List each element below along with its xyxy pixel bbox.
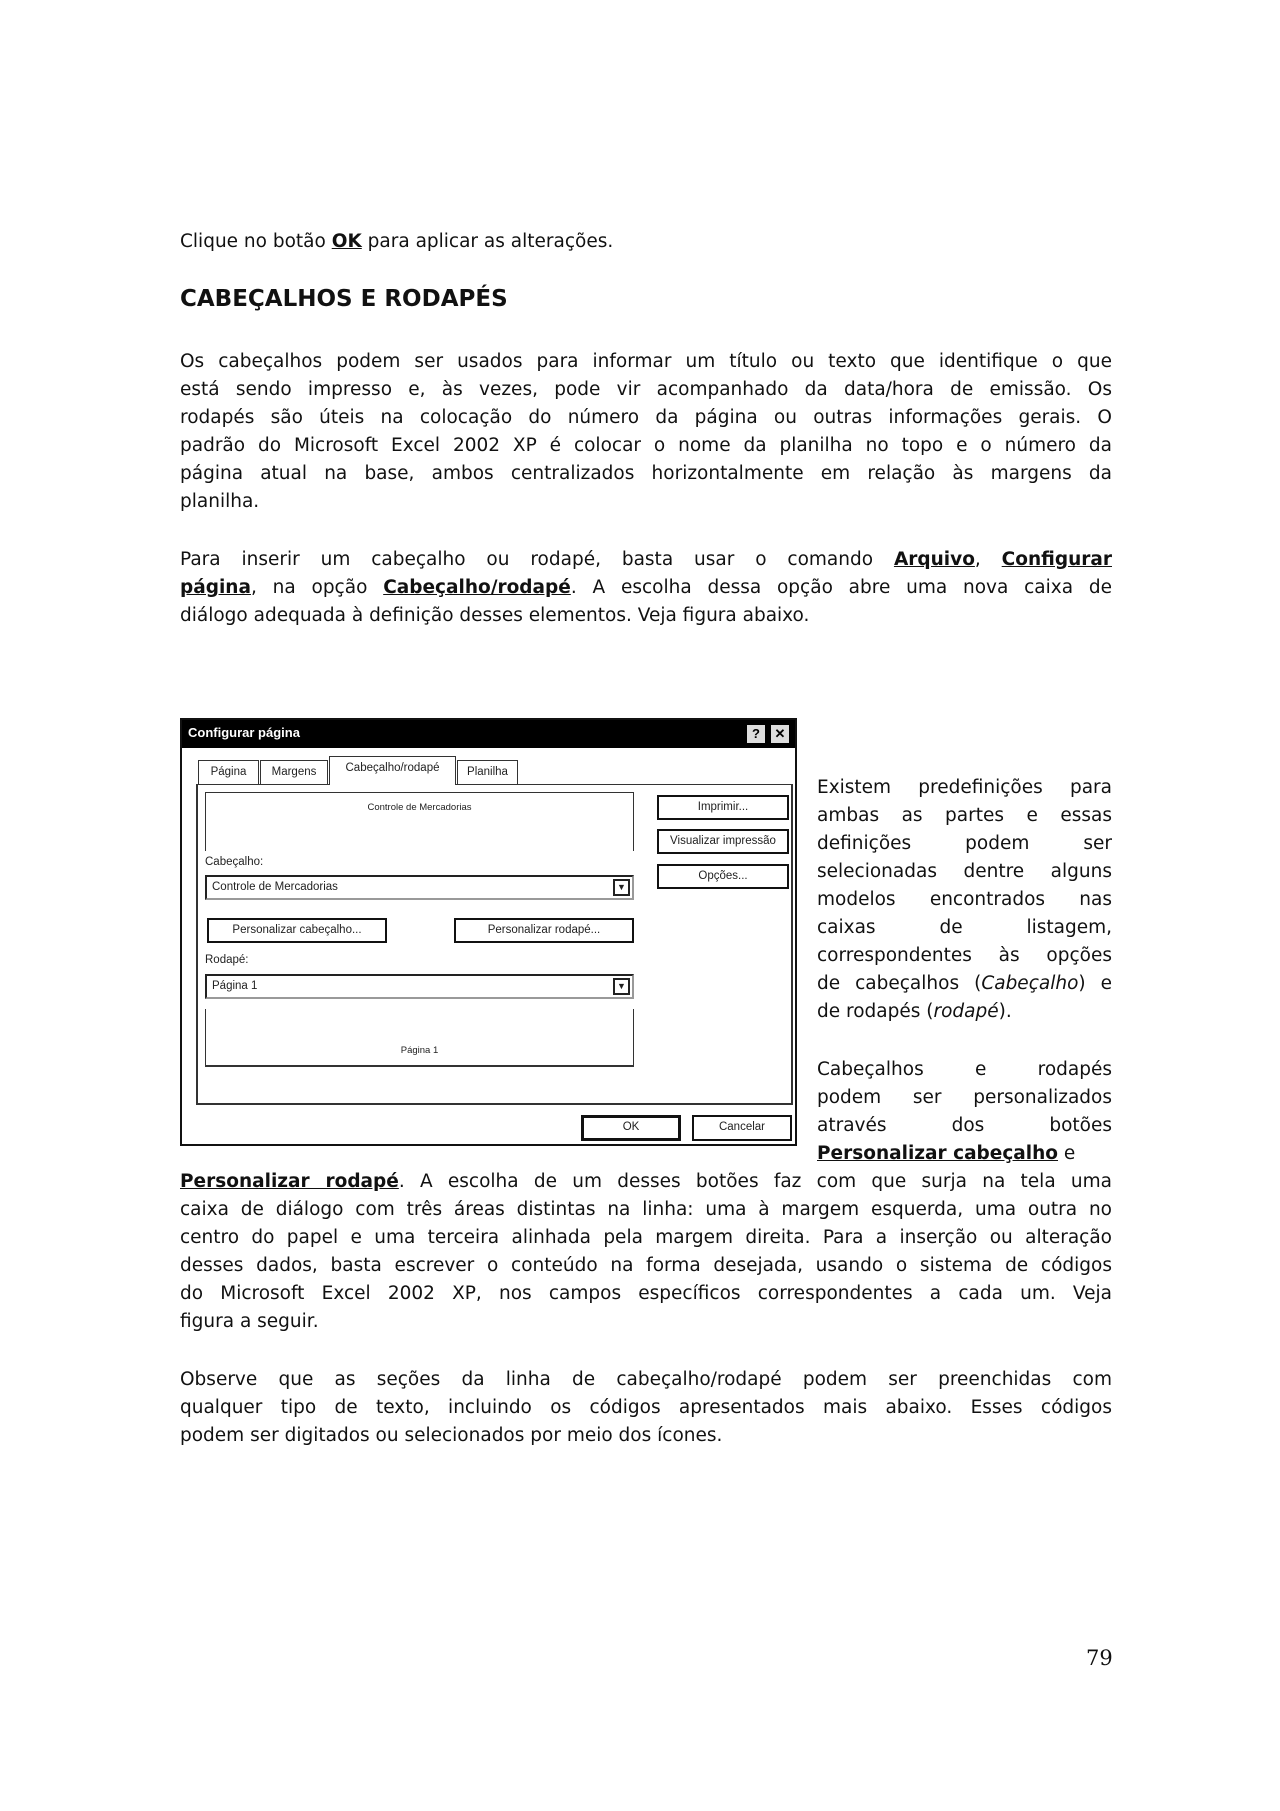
text-segment: modelos encontrados nas	[817, 889, 1112, 910]
custom-footer-button[interactable]: Personalizar rodapé...	[454, 918, 634, 943]
chevron-down-icon[interactable]: ▼	[613, 978, 630, 995]
tab-cabecalho-rodape[interactable]: Cabeçalho/rodapé	[329, 756, 456, 785]
text-segment: e	[1058, 1143, 1076, 1164]
text-line	[817, 774, 1112, 802]
text-segment: para aplicar as alterações.	[361, 231, 614, 252]
text-segment: caixas de listagem,	[817, 917, 1112, 938]
header-select-value: Controle de Mercadorias	[212, 881, 338, 893]
text-line	[180, 432, 1112, 460]
tab-pagina[interactable]: Página	[198, 760, 259, 785]
footer-label: Rodapé:	[205, 954, 249, 966]
text-segment: padrão do Microsoft Excel 2002 XP é colocar o nome da planilha no topo e o número da	[180, 435, 1112, 456]
chevron-down-icon[interactable]: ▼	[613, 879, 630, 896]
custom-header-button[interactable]: Personalizar cabeçalho...	[207, 918, 387, 943]
text-segment: página atual na base, ambos centralizados horizontalmente em relação às margens da	[180, 463, 1112, 484]
emphasized-command: Cabeçalho/rodapé	[383, 577, 571, 598]
text-segment: Existem predefinições para	[817, 777, 1112, 798]
text-segment: caixa de diálogo com três áreas distintas na linha: uma à margem esquerda, uma outra no	[180, 1199, 1112, 1220]
text-line	[817, 914, 1112, 942]
text-line	[817, 970, 1112, 998]
text-segment: do Microsoft Excel 2002 XP, nos campos específicos correspondentes a cada um. Veja	[180, 1283, 1112, 1304]
text-line	[817, 1112, 1112, 1140]
text-line	[817, 858, 1112, 886]
text-line	[817, 998, 1112, 1026]
emphasized-command: Personalizar rodapé	[180, 1171, 399, 1192]
tab-planilha[interactable]: Planilha	[457, 760, 518, 785]
dialog-title: Configurar página	[188, 725, 300, 740]
text-segment: podem ser personalizados	[817, 1087, 1112, 1108]
text-segment: . A escolha dessa opção abre uma nova caixa de	[570, 577, 1112, 598]
text-segment: figura a seguir.	[180, 1311, 319, 1332]
text-line	[180, 574, 1112, 602]
text-line	[180, 1252, 1112, 1280]
paragraph-3	[180, 1168, 1112, 1336]
dialog-title-bar	[182, 720, 795, 748]
text-segment: diálogo adequada à definição desses elementos. Veja figura abaixo.	[180, 605, 810, 626]
text-segment: , na opção	[250, 577, 384, 598]
text-line	[180, 602, 1112, 630]
side-paragraph-2	[817, 1056, 1112, 1168]
page-number: 79	[1086, 1646, 1113, 1670]
text-line	[817, 942, 1112, 970]
help-icon[interactable]: ?	[747, 725, 765, 743]
options-button[interactable]: Opções...	[657, 864, 789, 889]
emphasized-command: página	[180, 577, 251, 598]
text-line	[180, 348, 1112, 376]
text-line	[817, 1056, 1112, 1084]
close-icon[interactable]: ✕	[771, 725, 789, 743]
text-line	[180, 460, 1112, 488]
text-segment: selecionadas dentre alguns	[817, 861, 1112, 882]
text-line	[180, 1366, 1112, 1394]
text-segment: definições podem ser	[817, 833, 1112, 854]
intro-paragraph	[180, 228, 780, 256]
emphasized-command: Configurar	[1001, 549, 1112, 570]
text-segment: centro do papel e uma terceira alinhada pela margem direita. Para a inserção ou alteração	[180, 1227, 1112, 1248]
emphasized-command: Arquivo	[893, 549, 975, 570]
print-button[interactable]: Imprimir...	[657, 795, 789, 820]
footer-preview	[205, 1009, 634, 1067]
text-segment: Os cabeçalhos podem ser usados para informar um título ou texto que identifique o que	[180, 351, 1112, 372]
text-line	[180, 228, 780, 256]
emphasized-command: OK	[331, 231, 362, 252]
header-select[interactable]	[205, 875, 634, 900]
header-preview	[205, 792, 634, 851]
text-line	[180, 488, 1112, 516]
text-segment: ambas as partes e essas	[817, 805, 1112, 826]
text-line	[180, 1280, 1112, 1308]
paragraph-1	[180, 348, 1112, 516]
text-segment: rodapés são úteis na colocação do número da página ou outras informações gerais. O	[180, 407, 1112, 428]
text-segment: correspondentes às opções	[817, 945, 1112, 966]
text-segment: ).	[998, 1001, 1012, 1022]
text-line	[180, 404, 1112, 432]
text-line	[180, 1224, 1112, 1252]
page-setup-dialog	[180, 718, 797, 1146]
ok-button[interactable]: OK	[581, 1115, 681, 1141]
footer-preview-text: Página 1	[400, 1045, 439, 1056]
text-line	[817, 830, 1112, 858]
text-segment: podem ser digitados ou selecionados por meio dos ícones.	[180, 1425, 723, 1446]
header-preview-text: Controle de Mercadorias	[367, 802, 472, 813]
footer-select-value: Página 1	[212, 980, 258, 992]
text-line	[180, 1394, 1112, 1422]
tab-margens[interactable]: Margens	[260, 760, 328, 785]
text-line	[817, 1084, 1112, 1112]
side-paragraph-1	[817, 774, 1112, 1026]
text-line	[180, 1196, 1112, 1224]
text-segment: ) e	[1078, 973, 1112, 994]
text-segment: de cabeçalhos (	[817, 973, 982, 994]
section-heading: CABEÇALHOS E RODAPÉS	[180, 286, 508, 312]
text-segment: está sendo impresso e, às vezes, pode vir acompanhado da data/hora de emissão. Os	[180, 379, 1112, 400]
text-line	[817, 886, 1112, 914]
text-line	[180, 376, 1112, 404]
text-segment: de rodapés (	[817, 1001, 934, 1022]
print-preview-button[interactable]: Visualizar impressão	[657, 829, 789, 854]
text-line	[180, 546, 1112, 574]
text-segment: Observe que as seções da linha de cabeçalho/rodapé podem ser preenchidas com	[180, 1369, 1112, 1390]
text-segment: ,	[974, 549, 1002, 570]
header-label: Cabeçalho:	[205, 856, 264, 868]
text-segment: qualquer tipo de texto, incluindo os códigos apresentados mais abaixo. Esses códigos	[180, 1397, 1112, 1418]
text-line	[180, 1308, 1112, 1336]
text-line	[817, 1140, 1112, 1168]
text-segment: desses dados, basta escrever o conteúdo na forma desejada, usando o sistema de códigos	[180, 1255, 1112, 1276]
text-segment: Para inserir um cabeçalho ou rodapé, basta usar o comando	[180, 549, 894, 570]
text-segment: Clique no botão	[180, 231, 332, 252]
text-line	[817, 802, 1112, 830]
text-segment: . A escolha de um desses botões faz com que surja na tela uma	[398, 1171, 1113, 1192]
text-segment: Cabeçalhos e rodapés	[817, 1059, 1112, 1080]
text-segment: através dos botões	[817, 1115, 1112, 1136]
emphasized-command: Personalizar cabeçalho	[817, 1143, 1059, 1164]
footer-select[interactable]	[205, 974, 634, 999]
text-line	[180, 1422, 1112, 1450]
text-segment: planilha.	[180, 491, 260, 512]
text-segment: rodapé	[933, 1001, 999, 1022]
paragraph-2	[180, 546, 1112, 630]
paragraph-4	[180, 1366, 1112, 1450]
cancel-button[interactable]: Cancelar	[692, 1115, 792, 1141]
text-line	[180, 1168, 1112, 1196]
text-segment: Cabeçalho	[981, 973, 1079, 994]
